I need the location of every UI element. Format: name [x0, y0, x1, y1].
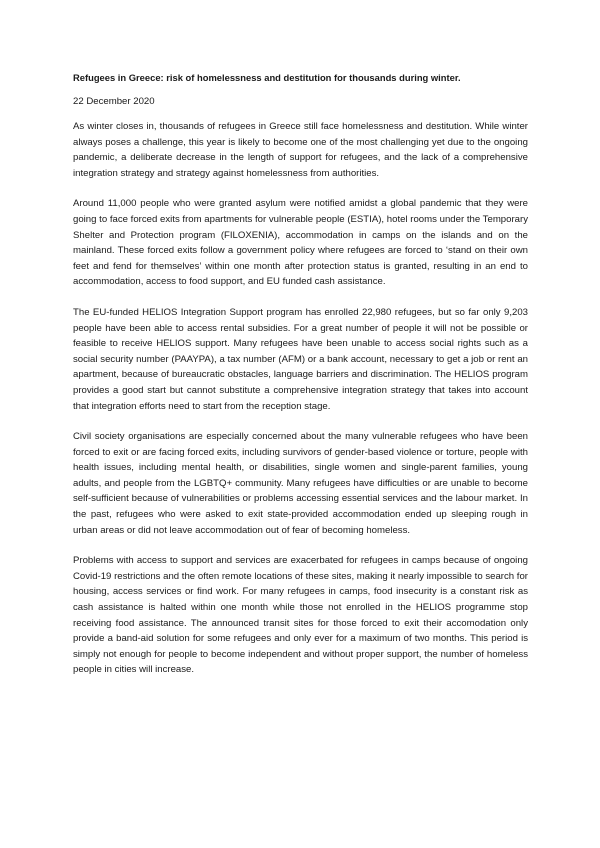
paragraph-helios-program: The EU-funded HELIOS Integration Support program has enrolled 22,980 refugees, but so far only 9,203 people have been able to access rental subsidies. For a great number of people it will not be possible or feasible to receive HELIOS support. Many refugees have been unable to access social rights such as a social security number (PAAYPA), a tax number (AFM) or a bank account, necessary to get a job or rent an apartment, because of bureaucratic obstacles, language barriers and discrimination. The HELIOS program provides a good start but cannot substitute a comprehensive integration strategy that takes into account that integration efforts need to start from the reception stage. [73, 306, 528, 412]
document-page [73, 70, 528, 693]
paragraph-camps-access: Problems with access to support and services are exacerbated for refugees in camps because of ongoing Covid-19 restrictions and the often remote locations of these sites, making it nearly impossible to search for housing, access services or find work. For many refugees in camps, food insecurity is a constant risk as cash assistance is halted within one month while those not enrolled in the HELIOS programme stop receiving food assistance. The announced transit sites for those forced to exit their accomodation only provide a band-aid solution for some refugees and only ever for a maximum of two months. This period is simply not enough for people to become independent and without proper support, the number of homeless people in cities will increase. [73, 555, 528, 676]
paragraph-winter-intro: As winter closes in, thousands of refugees in Greece still face homelessness and destitution. While winter always poses a challenge, this year is likely to become one of the most challenging yet due to the ongoing pandemic, a deliberate decrease in the length of support for refugees, and the lack of a comprehensive integration strategy and strategy against homelessness from authorities. [73, 121, 528, 179]
document-date: 22 December 2020 [73, 96, 155, 107]
paragraph-vulnerable-refugees: Civil society organisations are especially concerned about the many vulnerable refugees who have been forced to exit or are facing forced exits, including survivors of gender-based violence or torture, people with health issues, including mental health, or disabilities, single women and single-parent families, young adults, and people from the LGBTQ+ community. Many refugees have difficulties or are unable to become self-sufficient because of vulnerabilities or problems accessing essential services and the labour market. In the past, refugees who were asked to exit state-provided accommodation ended up sleeping rough in urban areas or did not leave accommodation out of fear of becoming homeless. [73, 431, 528, 536]
paragraph-forced-exits: Around 11,000 people who were granted asylum were notified amidst a global pandemic that they were going to face forced exits from apartments for vulnerable people (ESTIA), hotel rooms under the Temporary Shelter and Protection program (FILOXENIA), accommodation in camps on the islands and on the mainland. These forced exits follow a government policy where refugees are forced to ‘stand on their own feet and fend for themselves’ within one month after protection status is granted, resulting in an end to accommodation, access to food support, and EU funded cash assistance. [73, 198, 528, 288]
document-title: Refugees in Greece: risk of homelessness and destitution for thousands during winter. [73, 72, 461, 83]
